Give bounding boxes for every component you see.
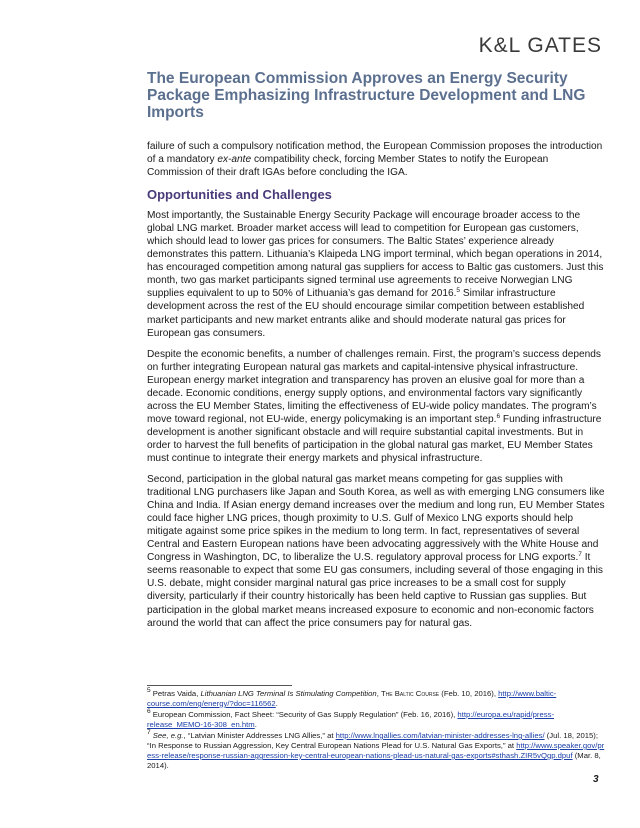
- paragraph-opportunities: [147, 209, 605, 339]
- footnote-number: 7: [147, 729, 151, 736]
- footnote-ref-7[interactable]: 7: [578, 551, 582, 559]
- footnote-signal: See, e.g.: [150, 731, 184, 740]
- footnote-ref-5[interactable]: 5: [456, 287, 461, 295]
- main-content: [147, 140, 605, 638]
- paragraph-text: Most importantly, the Sustainable Energy Security Package will encourage broader access to the global LNG market. Broader market access will lead to competition for European gas customers, which should lead to lower gas prices for consumers. The Baltic States’ experience already demonstrates this pattern. Lithuania’s Klaipeda LNG import terminal, which began operations in 2014, has encouraged competition among natural gas suppliers for access to Baltic gas customers. Just this month, two gas market participants signed terminal use agreements to receive Norwegian LNG supplies equivalent to up to 50% of Lithuania’s gas demand for 2016.: [147, 210, 604, 300]
- footnote-ref-6[interactable]: 6: [496, 412, 501, 420]
- footnote-text: European Commission, Fact Sheet: “Security of Gas Supply Regulation” (Feb. 16, 2016),: [150, 710, 458, 719]
- paragraph-global-market: [147, 473, 605, 630]
- footnote-6: [147, 710, 605, 730]
- document-title: The European Commission Approves an Energy Security Package Emphasizing Infrastructure Development and LNG Imports: [147, 70, 586, 121]
- footnote-5: [147, 689, 605, 709]
- intro-text-a: failure of such a compulsory notification method, the European Commission proposes the introduction of a mandatory: [147, 141, 603, 166]
- page-number: 3: [593, 774, 599, 785]
- firm-logo: K&L GATES: [478, 34, 602, 57]
- paragraph-text: Similar infrastructure development across the rest of the EU should encourage similar competition between established market participants and new market entrants alike and should moderate natural gas prices for European gas consumers.: [147, 288, 585, 339]
- footnote-text: , “Latvian Minister Addresses LNG Allies,” at: [183, 731, 336, 740]
- paragraph-text: Funding infrastructure development is another significant obstacle and will require substantial capital investments. But in order to harvest the full benefits of participation in the global natural gas market, EU Member States must continue to integrate their energy markets and physical infrastructure.: [147, 413, 602, 464]
- footnote-link[interactable]: http://www.lngallies.com/latvian-minister-addresses-lng-allies/: [335, 731, 545, 740]
- paragraph-text: Second, participation in the global natural gas market means competing for gas supplies with traditional LNG purchasers like Japan and South Korea, as well as with emerging LNG consumers like China and India. If Asian energy demand increases over the medium and long run, EU Member States could face higher LNG prices, though proximity to U.S. Gulf of Mexico LNG exports should help mitigate against some price spikes in the medium to long term. In fact, representatives of several Central and Eastern European nations have been advocating aggressively with the White House and Congress in Washington, DC, to liberalize the U.S. regulatory approval process for LNG exports.: [147, 474, 605, 564]
- intro-text-b: compatibility check, forcing Member States to notify the European Commission of their draft IGAs before concluding the IGA.: [147, 154, 549, 179]
- footnote-number: 6: [147, 708, 151, 715]
- intro-paragraph: [147, 140, 605, 179]
- footnote-text: .: [275, 699, 278, 708]
- footnote-text: (Feb. 10, 2016),: [439, 689, 499, 698]
- footnote-link[interactable]: http://www.speaker.gov/press-release/response-russian-aggression-key-central-european-nations-plead-us-natural-gas-exports#sthash.ZIR5vQgp.dpuf: [147, 741, 605, 760]
- footnote-title: Lithuanian LNG Terminal Is Stimulating Competition: [200, 689, 377, 698]
- footnote-text: ,: [376, 689, 381, 698]
- footnote-7: [147, 731, 605, 771]
- footnote-text: (Mar. 8, 2014).: [147, 751, 601, 770]
- paragraph-text: It seems reasonable to expect that some EU gas consumers, including several of those engaging in this U.S. debate, might consider marginal natural gas price increases to be a small cost for supply diversity, particularly if their country historically has been held captive to Russian gas supplies. But participation in the global market means increased exposure to economic and non-economic factors around the world that can affect the price consumers pay for natural gas.: [147, 552, 603, 629]
- footnote-link[interactable]: http://www.baltic-course.com/eng/energy/?doc=116562: [147, 689, 557, 708]
- section-heading: Opportunities and Challenges: [147, 187, 332, 203]
- intro-italic-term: ex-ante: [217, 154, 252, 166]
- paragraph-challenges: [147, 348, 605, 465]
- paragraph-text: Despite the economic benefits, a number of challenges remain. First, the program’s success depends on further integrating European natural gas markets and capital-intensive physical infrastructure. European energy market integration and transparency has proven an elusive goal for more than a decade. Economic conditions, energy supply options, and environmental factors vary significantly across the EU Member States, limiting the effectiveness of EU-wide policy mandates. The program’s move toward regional, not EU-wide, energy policymaking is an important step.: [147, 348, 601, 425]
- footnote-link[interactable]: http://europa.eu/rapid/press-release_MEMO-16-308_en.htm: [147, 710, 554, 729]
- footnote-text: Petras Vaida,: [150, 689, 201, 698]
- footnote-text: .: [254, 720, 257, 729]
- footnotes: [147, 689, 605, 772]
- footnote-number: 5: [147, 687, 151, 694]
- footnote-divider: [147, 685, 292, 686]
- footnote-text: (Jul. 18, 2015); “In Response to Russian Aggression, Key Central European Nations Plead for U.S. Natural Gas Exports,” at: [147, 731, 598, 750]
- footnote-source: The Baltic Course: [380, 689, 440, 698]
